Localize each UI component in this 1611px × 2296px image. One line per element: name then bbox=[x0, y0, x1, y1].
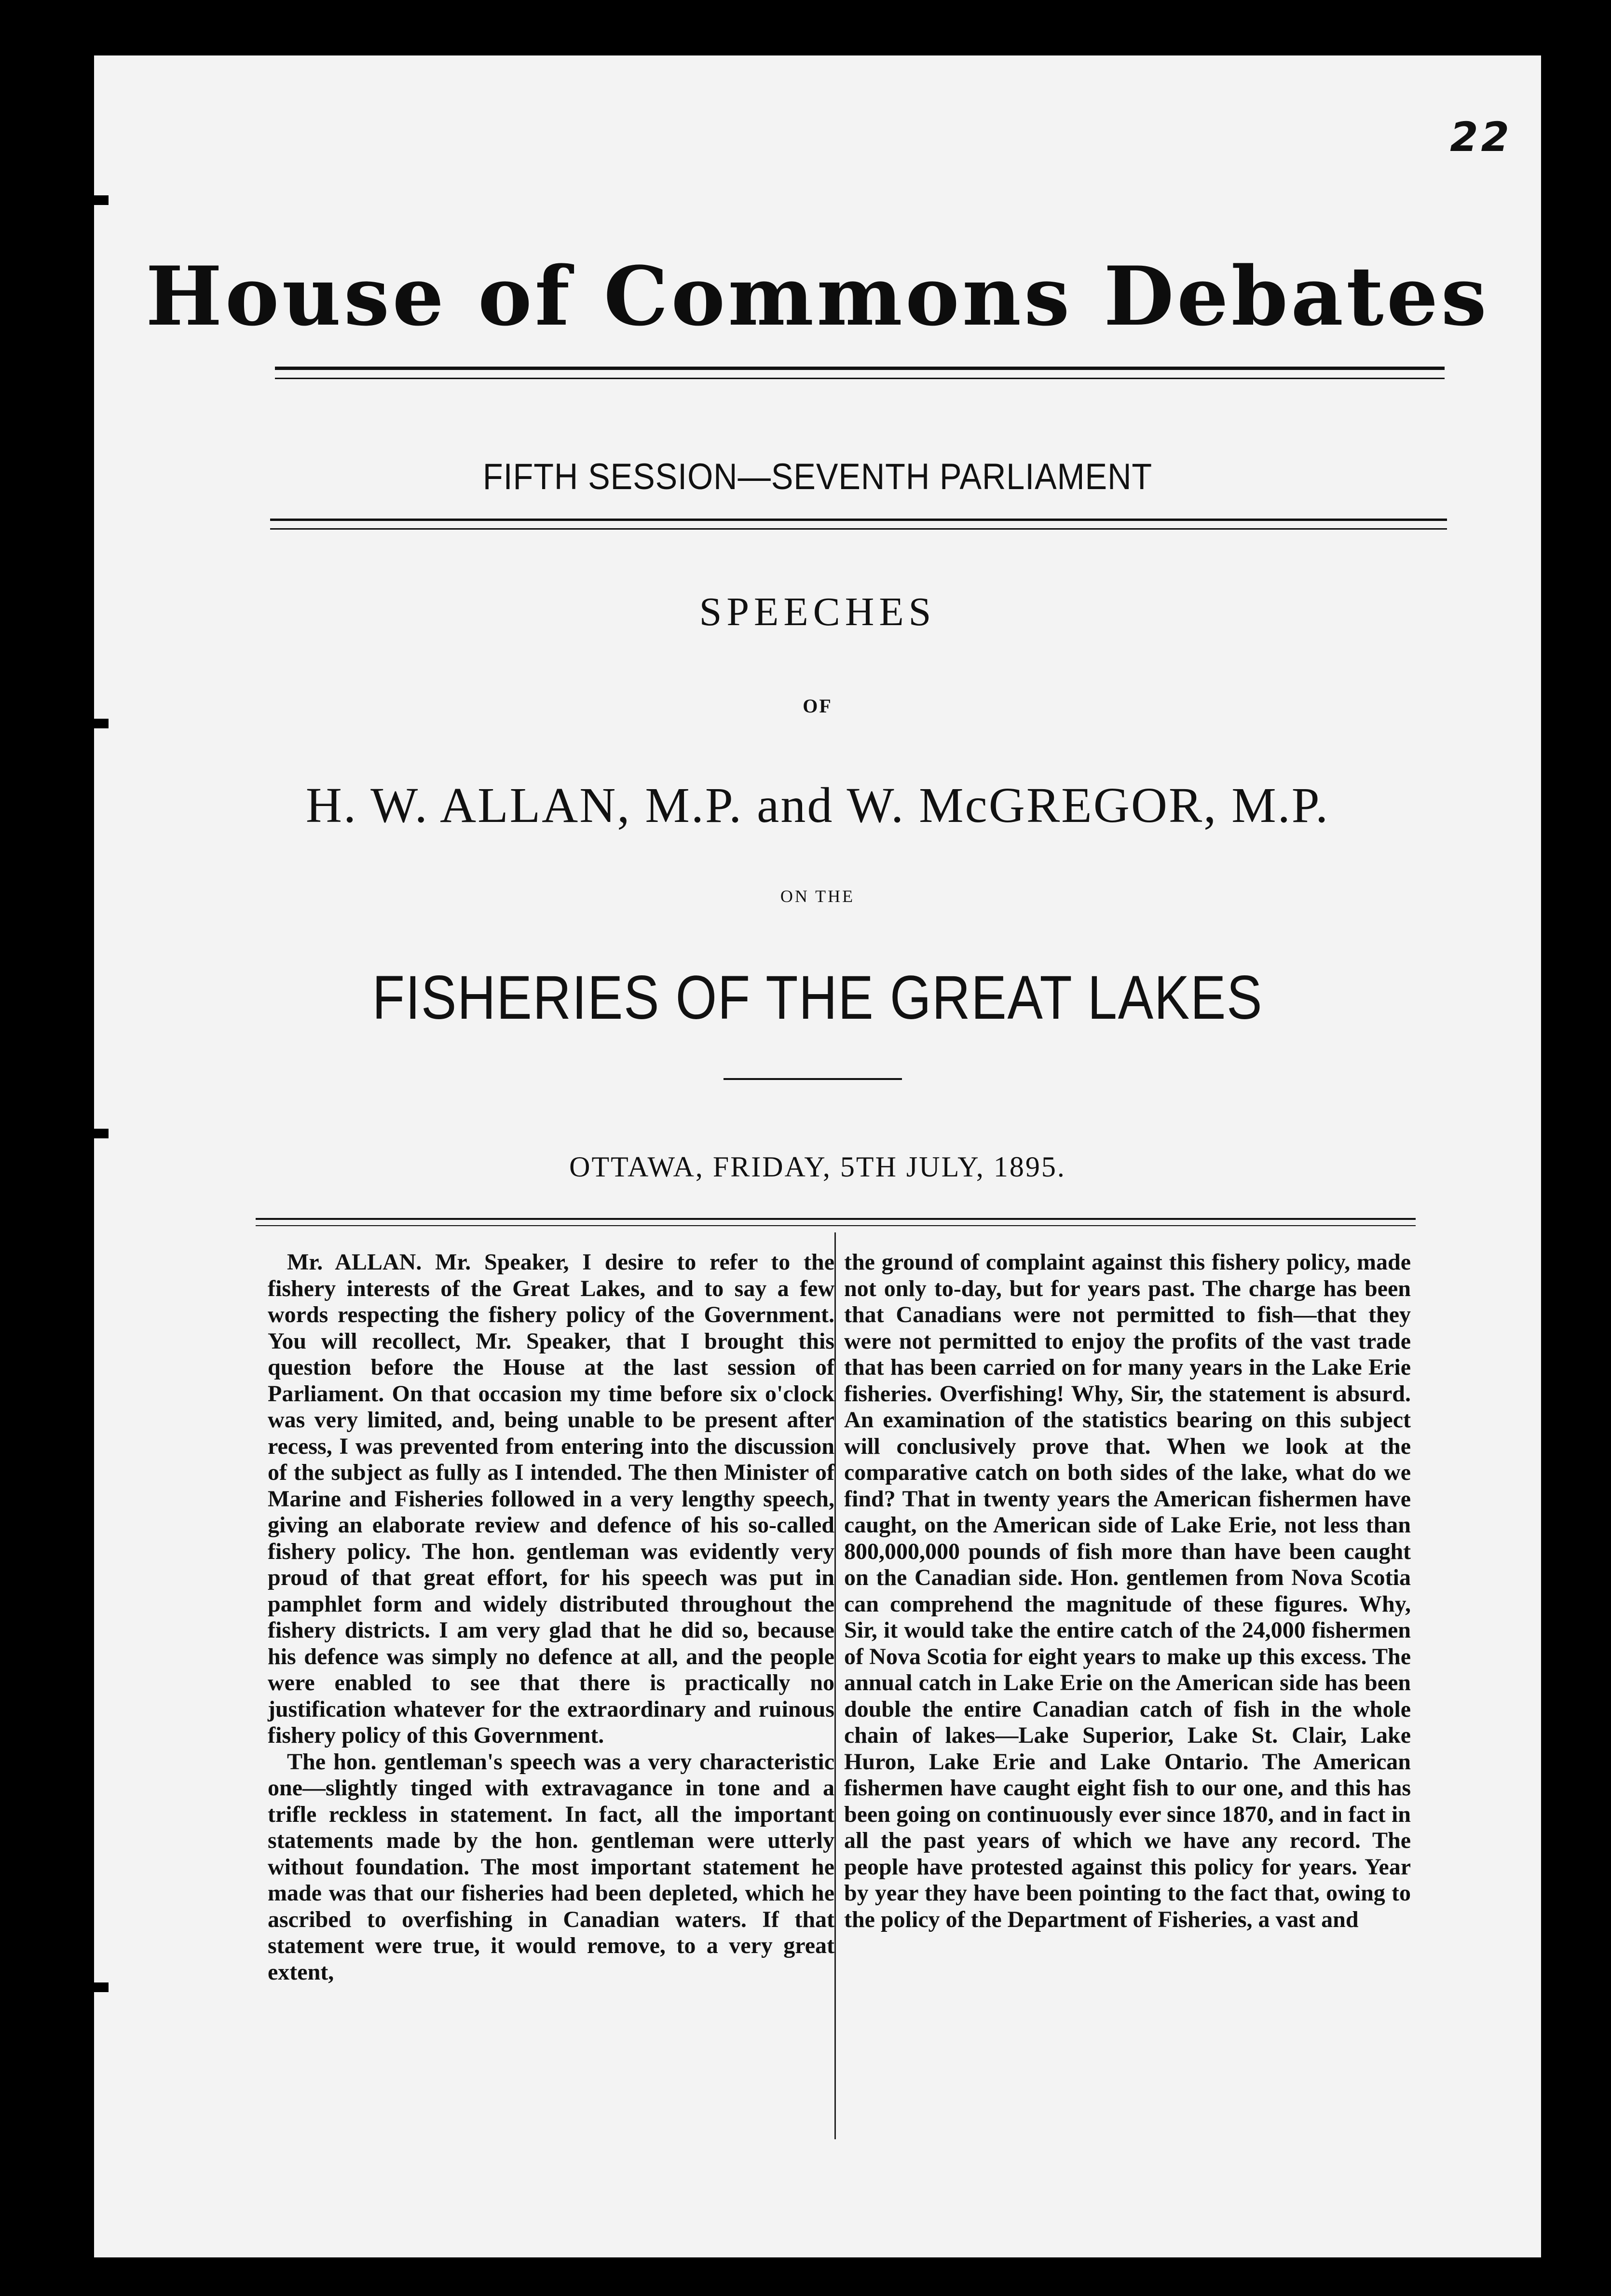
dateline: OTTAWA, FRIDAY, 5TH JULY, 1895. bbox=[569, 1151, 1066, 1183]
double-rule-top bbox=[275, 367, 1445, 370]
paragraph: Mr. ALLAN. Mr. Speaker, I desire to refer to the fishery interests of the Great Lakes, and to say a few words respecting the fishery policy of the Government. You will recollect, Mr. Speaker, that I brought this question before the House at the last session of Parliament. On that occasion my time before six o'clock was very limited, and, being unable to be present after recess, I was prevented from entering into the discussion of the subject as fully as I intended. The then Minister of Marine and Fisheries followed in a very lengthy speech, giving an elaborate review and defence of his so-called fishery policy. The hon. gentleman was evidently very proud of that great effort, for his speech was put in pamphlet form and widely distributed throughout the fishery districts. I am very glad that he did so, because his defence was simply no defence at all, and the people were enabled to see that there is practically no justification whatever for the extraordinary and ruinous fishery policy of this Government. bbox=[268, 1249, 834, 1748]
short-divider bbox=[724, 1078, 902, 1080]
paragraph: The hon. gentleman's speech was a very characteristic one—slightly tinged with extravagance in tone and a trifle reckless in statement. In fact, all the important statements made by the hon. gentleman were utterly without foundation. The most important statement he made was that our fisheries had been depleted, which he ascribed to overfishing in Canadian waters. If that statement were true, it would remove, to a very great extent, bbox=[268, 1749, 834, 1985]
double-rule-bottom bbox=[270, 528, 1447, 530]
document-page bbox=[94, 55, 1541, 2257]
on-the-label: ON THE bbox=[780, 887, 855, 906]
session-line: FIFTH SESSION—SEVENTH PARLIAMENT bbox=[482, 456, 1153, 497]
of-label: OF bbox=[803, 695, 833, 717]
paragraph: the ground of complaint against this fishery policy, made not only to-day, but for years past. The charge has been that Canadians were not permitted to fish—that they were not permitted to enjoy the profits of the vast trade that has been carried on for many years in the Lake Erie fisheries. Overfishing! Why, Sir, the statement is absurd. An examination of the statistics bearing on this subject will conclusively prove that. When we look at the comparative catch on both sides of the lake, what do we find? That in twenty years the American fishermen have caught, on the American side of Lake Erie, not less than 800,000,000 pounds of fish more than have been caught on the Canadian side. Hon. gentlemen from Nova Scotia can comprehend the magnitude of these figures. Why, Sir, it would take the entire catch of the 24,000 fishermen of Nova Scotia for eight years to make up this excess. The annual catch in Lake Erie on the American side has been double the entire Canadian catch of fish in the whole chain of lakes—Lake Superior, Lake St. Clair, Lake Huron, Lake Erie and Lake Ontario. The American fishermen have caught eight fish to our one, and this has been going on continuously ever since 1870, and in fact in all the past years of which we have any record. The people have protested against this policy for years. Year by year they have been pointing to the fact that, owing to the policy of the Department of Fisheries, a vast and bbox=[844, 1249, 1411, 1932]
speeches-heading: SPEECHES bbox=[699, 589, 936, 634]
subject-title: FISHERIES OF THE GREAT LAKES bbox=[372, 963, 1263, 1032]
column-divider bbox=[834, 1232, 836, 2139]
body-column-left bbox=[268, 1249, 834, 2137]
column-rule bbox=[256, 1218, 1416, 1220]
edge-mark bbox=[94, 1129, 109, 1138]
body-column-right bbox=[844, 1249, 1411, 2137]
edge-mark bbox=[94, 1982, 109, 1992]
masthead-title: House of Commons Debates bbox=[145, 248, 1490, 344]
double-rule-top bbox=[275, 378, 1445, 379]
column-rule bbox=[256, 1225, 1416, 1226]
double-rule-bottom bbox=[270, 519, 1447, 521]
page-number: 22 bbox=[1450, 113, 1512, 161]
edge-mark bbox=[94, 719, 109, 728]
edge-mark bbox=[94, 195, 109, 205]
speakers-line: H. W. ALLAN, M.P. and W. McGREGOR, M.P. bbox=[305, 778, 1330, 833]
